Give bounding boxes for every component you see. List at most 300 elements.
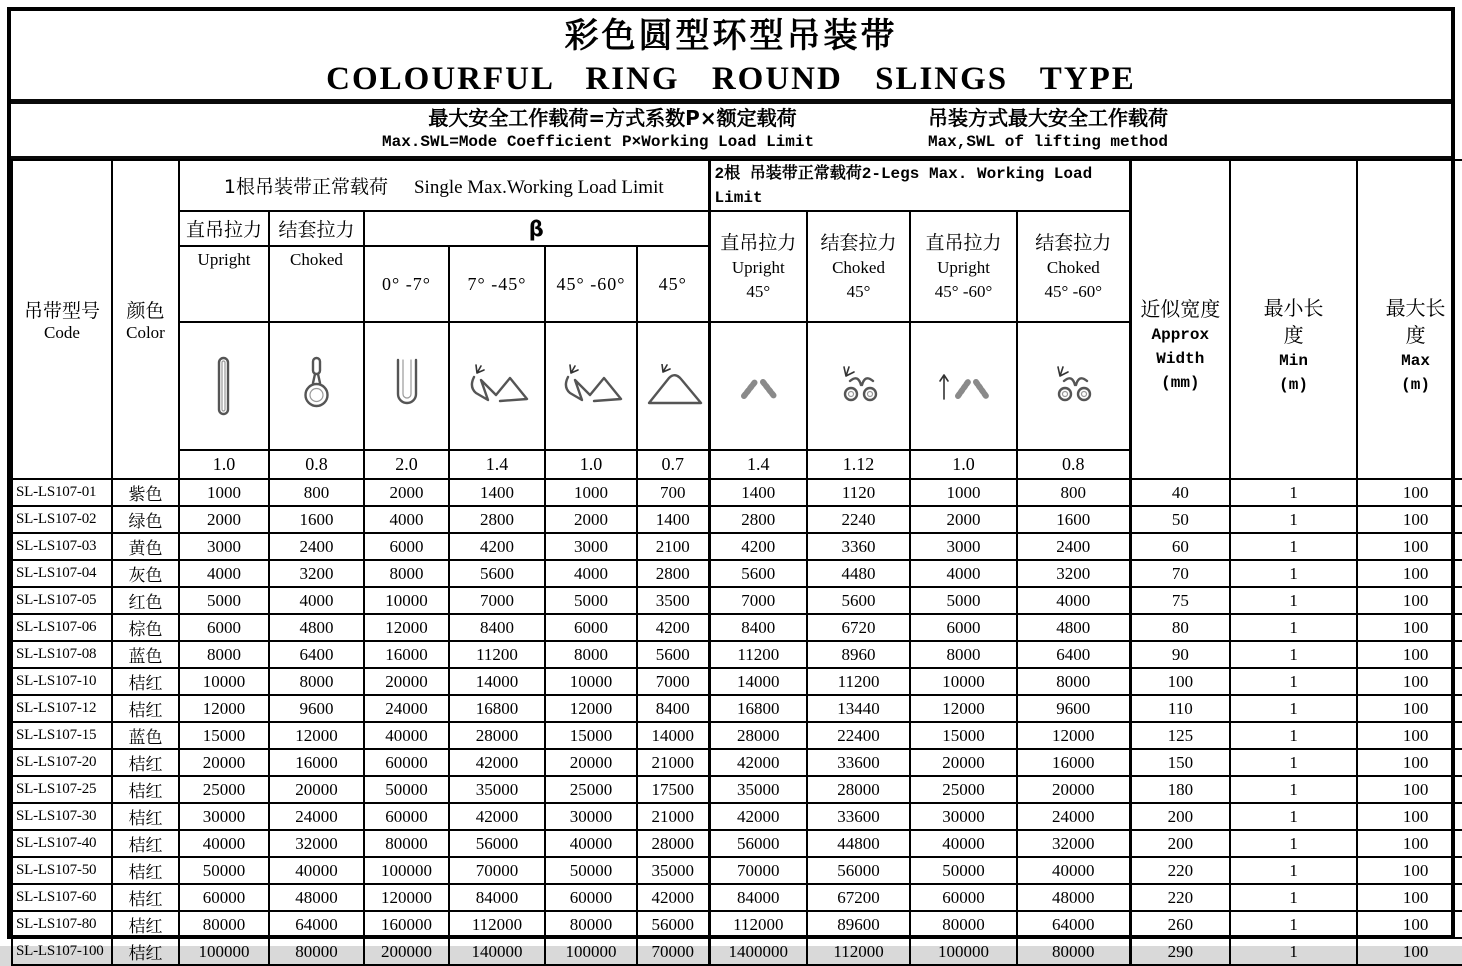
upright-header-zh: 直吊拉力 [179,211,269,246]
two-legs-choked-45-60-icon [1038,364,1108,408]
load-value-cell: 8000 [910,641,1017,668]
min-length-cell: 1 [1230,776,1357,803]
load-value-cell: 67200 [807,884,910,911]
load-value-cell: 11200 [807,668,910,695]
load-value-cell: 5600 [709,560,807,587]
load-value-cell: 25000 [910,776,1017,803]
min-length-cell: 1 [1230,641,1357,668]
mode-coefficient: 1.12 [807,450,910,479]
load-value-cell: 25000 [179,776,269,803]
load-value-cell: 84000 [449,884,545,911]
load-value-cell: 20000 [179,749,269,776]
table-header [12,160,1462,479]
sheet-frame [7,7,1455,964]
width-cell: 125 [1130,722,1230,749]
width-header-zh: 近似宽度 [1140,297,1221,321]
load-value-cell: 100000 [910,938,1017,965]
load-value-cell: 2240 [807,506,910,533]
load-value-cell: 30000 [545,803,637,830]
load-value-cell: 35000 [449,776,545,803]
min-length-cell: 1 [1230,722,1357,749]
angle-45-header: 45° [637,246,709,322]
load-value-cell: 70000 [637,938,709,965]
table-row [12,857,1462,884]
table-row [12,695,1462,722]
page-title-zh: 彩色圆型环型吊装带 [564,16,898,56]
load-value-cell: 56000 [449,830,545,857]
load-value-cell: 5600 [637,641,709,668]
width-cell: 260 [1130,911,1230,938]
two-legs-choked-45-icon [824,364,894,408]
color-header-en: Color [126,323,165,342]
load-value-cell: 2800 [637,560,709,587]
load-value-cell: 11200 [709,641,807,668]
load-value-cell: 28000 [449,722,545,749]
load-value-cell: 10000 [910,668,1017,695]
load-value-cell: 60000 [910,884,1017,911]
code-cell: SL-LS107-03 [12,533,112,560]
code-header-en: Code [44,323,80,342]
load-value-cell: 40000 [545,830,637,857]
table-row [12,668,1462,695]
subtitle-block [11,104,1451,159]
beta-header: β [364,211,709,246]
table-row [12,884,1462,911]
load-value-cell: 80000 [364,830,449,857]
load-value-cell: 6400 [1017,641,1130,668]
choked-hitch-icon [302,356,332,416]
approx-width-column-header [1130,160,1230,479]
angle-0-7-header: 0° -7° [364,246,449,322]
load-value-cell: 4000 [910,560,1017,587]
width-cell: 290 [1130,938,1230,965]
min-length-cell: 1 [1230,506,1357,533]
width-cell: 90 [1130,641,1230,668]
load-value-cell: 42000 [709,803,807,830]
basket-angle-45-icon [641,364,705,408]
load-value-cell: 14000 [637,722,709,749]
load-value-cell: 16000 [364,641,449,668]
max-length-cell: 100 [1357,776,1462,803]
load-value-cell: 4800 [1017,614,1130,641]
table-row [12,587,1462,614]
swl-formula-note [376,105,849,155]
table-row [12,830,1462,857]
load-value-cell: 100000 [545,938,637,965]
legs-col-zh: 直吊拉力 [720,231,797,254]
load-value-cell: 80000 [910,911,1017,938]
code-cell: SL-LS107-100 [12,938,112,965]
load-value-cell: 32000 [1017,830,1130,857]
load-value-cell: 80000 [1017,938,1130,965]
load-value-cell: 84000 [709,884,807,911]
load-value-cell: 15000 [545,722,637,749]
load-value-cell: 14000 [709,668,807,695]
load-value-cell: 42000 [449,803,545,830]
legs-col-zh: 结套拉力 [1035,231,1112,254]
load-value-cell: 112000 [807,938,910,965]
max-header-unit: (m) [1401,375,1430,394]
load-value-cell: 12000 [364,614,449,641]
width-cell: 60 [1130,533,1230,560]
min-header-unit: (m) [1279,375,1308,394]
max-length-cell: 100 [1357,506,1462,533]
load-value-cell: 2400 [269,533,364,560]
load-value-cell: 64000 [269,911,364,938]
max-length-cell: 100 [1357,722,1462,749]
load-value-cell: 160000 [364,911,449,938]
load-value-cell: 4000 [364,506,449,533]
max-header-en: Max [1401,351,1430,370]
load-value-cell: 6400 [269,641,364,668]
load-value-cell: 70000 [449,857,545,884]
code-column-header [12,160,112,479]
load-value-cell: 4800 [269,614,364,641]
load-value-cell: 8400 [637,695,709,722]
load-value-cell: 5600 [449,560,545,587]
load-value-cell: 112000 [709,911,807,938]
two-legs-group-header: 2根 吊装带正常载荷2-Legs Max. Working Load Limit [709,160,1130,211]
load-value-cell: 8400 [449,614,545,641]
load-value-cell: 80000 [179,911,269,938]
color-cell: 棕色 [112,614,179,641]
load-value-cell: 1400 [449,479,545,506]
table-row [12,479,1462,506]
min-length-column-header [1230,160,1357,479]
load-value-cell: 8000 [364,560,449,587]
width-header-en2: Width [1156,350,1205,368]
color-cell: 桔红 [112,749,179,776]
load-value-cell: 8000 [545,641,637,668]
load-value-cell: 48000 [1017,884,1130,911]
load-value-cell: 16000 [1017,749,1130,776]
icon-cell [269,322,364,450]
mode-coefficient: 1.4 [449,450,545,479]
load-value-cell: 20000 [545,749,637,776]
icon-cell [545,322,637,450]
min-length-cell: 1 [1230,830,1357,857]
mode-coefficient: 1.0 [545,450,637,479]
color-cell: 桔红 [112,668,179,695]
width-cell: 200 [1130,830,1230,857]
load-value-cell: 50000 [545,857,637,884]
load-value-cell: 800 [269,479,364,506]
mode-coefficient: 0.8 [269,450,364,479]
load-value-cell: 28000 [637,830,709,857]
basket-angle-7-45-icon [464,364,530,408]
load-value-cell: 21000 [637,803,709,830]
table-row [12,911,1462,938]
legs-col-zh: 直吊拉力 [925,231,1002,254]
load-value-cell: 56000 [637,911,709,938]
mode-coefficient: 1.0 [179,450,269,479]
load-value-cell: 2100 [637,533,709,560]
load-value-cell: 24000 [364,695,449,722]
width-cell: 75 [1130,587,1230,614]
load-value-cell: 8960 [807,641,910,668]
load-value-cell: 7000 [709,587,807,614]
load-value-cell: 3200 [269,560,364,587]
code-cell: SL-LS107-08 [12,641,112,668]
load-value-cell: 5000 [910,587,1017,614]
min-length-cell: 1 [1230,857,1357,884]
load-value-cell: 70000 [709,857,807,884]
load-value-cell: 4000 [179,560,269,587]
load-value-cell: 24000 [269,803,364,830]
load-value-cell: 140000 [449,938,545,965]
title-block [11,11,1451,104]
color-cell: 桔红 [112,803,179,830]
load-value-cell: 42000 [449,749,545,776]
lifting-method-note [889,105,1207,155]
load-value-cell: 100000 [179,938,269,965]
max-header-zh1: 最大长 [1385,295,1446,320]
load-value-cell: 3200 [1017,560,1130,587]
code-cell: SL-LS107-30 [12,803,112,830]
width-cell: 70 [1130,560,1230,587]
width-cell: 220 [1130,857,1230,884]
slings-spec-table [11,159,1462,966]
load-value-cell: 3000 [179,533,269,560]
max-header-zh2: 度 [1405,322,1426,347]
legs-upright-45-60-header [910,211,1017,322]
load-value-cell: 50000 [910,857,1017,884]
load-value-cell: 8400 [709,614,807,641]
code-cell: SL-LS107-60 [12,884,112,911]
load-value-cell: 80000 [545,911,637,938]
width-cell: 110 [1130,695,1230,722]
choked-header-zh: 结套拉力 [269,211,364,246]
load-value-cell: 42000 [637,884,709,911]
mode-coefficient: 1.4 [709,450,807,479]
load-value-cell: 2000 [179,506,269,533]
load-value-cell: 6000 [545,614,637,641]
load-value-cell: 4000 [545,560,637,587]
width-cell: 50 [1130,506,1230,533]
legs-col-angle: 45° -60° [1044,281,1103,301]
load-value-cell: 1120 [807,479,910,506]
max-length-cell: 100 [1357,749,1462,776]
load-value-cell: 8000 [179,641,269,668]
load-value-cell: 6000 [364,533,449,560]
load-value-cell: 11200 [449,641,545,668]
min-length-cell: 1 [1230,587,1357,614]
min-header-zh1: 最小长 [1263,295,1324,320]
color-cell: 桔红 [112,884,179,911]
load-value-cell: 3500 [637,587,709,614]
load-value-cell: 2800 [709,506,807,533]
load-value-cell: 16000 [269,749,364,776]
max-length-cell: 100 [1357,668,1462,695]
code-cell: SL-LS107-10 [12,668,112,695]
vertical-hitch-icon [215,356,233,416]
load-value-cell: 28000 [709,722,807,749]
load-value-cell: 112000 [449,911,545,938]
max-length-cell: 100 [1357,614,1462,641]
basket-angle-45-60-icon [558,364,624,408]
angle-45-60-header: 45° -60° [545,246,637,322]
load-value-cell: 50000 [179,857,269,884]
color-cell: 灰色 [112,560,179,587]
load-value-cell: 12000 [269,722,364,749]
legs-choked-45-header [807,211,910,322]
max-length-cell: 100 [1357,857,1462,884]
load-value-cell: 40000 [179,830,269,857]
table-row [12,749,1462,776]
load-value-cell: 3360 [807,533,910,560]
load-value-cell: 7000 [637,668,709,695]
load-value-cell: 10000 [364,587,449,614]
max-length-cell: 100 [1357,560,1462,587]
code-cell: SL-LS107-50 [12,857,112,884]
load-value-cell: 14000 [449,668,545,695]
mode-coefficient: 0.7 [637,450,709,479]
load-value-cell: 13440 [807,695,910,722]
load-value-cell: 2800 [449,506,545,533]
max-length-cell: 100 [1357,695,1462,722]
load-value-cell: 4000 [1017,587,1130,614]
color-cell: 蓝色 [112,722,179,749]
color-cell: 桔红 [112,830,179,857]
load-value-cell: 2000 [545,506,637,533]
lifting-method-zh: 吊装方式最大安全工作载荷 [928,106,1168,130]
icon-cell [364,322,449,450]
icon-cell [449,322,545,450]
load-value-cell: 16800 [449,695,545,722]
load-value-cell: 12000 [910,695,1017,722]
load-value-cell: 1000 [545,479,637,506]
mode-coefficient: 2.0 [364,450,449,479]
load-value-cell: 1400000 [709,938,807,965]
load-value-cell: 4200 [449,533,545,560]
load-value-cell: 22400 [807,722,910,749]
width-cell: 80 [1130,614,1230,641]
code-cell: SL-LS107-06 [12,614,112,641]
width-cell: 40 [1130,479,1230,506]
mode-coefficient: 0.8 [1017,450,1130,479]
page-title-en: COLOURFUL RING ROUND SLINGS TYPE [326,61,1136,97]
width-cell: 200 [1130,803,1230,830]
load-value-cell: 8000 [269,668,364,695]
width-header-en1: Approx [1151,326,1210,344]
load-value-cell: 20000 [910,749,1017,776]
single-group-zh: 1根吊装带正常载荷 [223,176,388,198]
load-value-cell: 35000 [709,776,807,803]
table-row [12,533,1462,560]
color-cell: 桔红 [112,938,179,965]
load-value-cell: 15000 [910,722,1017,749]
load-value-cell: 6000 [910,614,1017,641]
width-header-unit: (mm) [1161,374,1200,392]
load-value-cell: 56000 [807,857,910,884]
load-value-cell: 80000 [269,938,364,965]
load-value-cell: 35000 [637,857,709,884]
icon-cell [637,322,709,450]
code-cell: SL-LS107-02 [12,506,112,533]
load-value-cell: 30000 [179,803,269,830]
max-length-cell: 100 [1357,479,1462,506]
code-cell: SL-LS107-04 [12,560,112,587]
load-value-cell: 4000 [269,587,364,614]
legs-col-angle: 45° [746,281,771,301]
min-header-zh2: 度 [1283,322,1304,347]
load-value-cell: 28000 [807,776,910,803]
mode-coefficient: 1.0 [910,450,1017,479]
code-cell: SL-LS107-25 [12,776,112,803]
table-row [12,803,1462,830]
legs-col-en: Upright [937,257,990,277]
load-value-cell: 15000 [179,722,269,749]
load-value-cell: 1000 [910,479,1017,506]
load-value-cell: 9600 [269,695,364,722]
load-value-cell: 2400 [1017,533,1130,560]
single-group-en: Single Max.Working Load Limit [413,177,664,198]
load-value-cell: 5000 [179,587,269,614]
code-cell: SL-LS107-20 [12,749,112,776]
load-value-cell: 2000 [910,506,1017,533]
load-value-cell: 200000 [364,938,449,965]
load-value-cell: 1400 [709,479,807,506]
load-value-cell: 6720 [807,614,910,641]
load-value-cell: 40000 [269,857,364,884]
min-length-cell: 1 [1230,479,1357,506]
load-value-cell: 1000 [179,479,269,506]
load-value-cell: 700 [637,479,709,506]
min-header-en: Min [1279,351,1308,370]
upright-header-en: Upright [179,246,269,322]
load-value-cell: 32000 [269,830,364,857]
load-value-cell: 25000 [545,776,637,803]
load-value-cell: 5000 [545,587,637,614]
load-value-cell: 10000 [179,668,269,695]
load-value-cell: 2000 [364,479,449,506]
load-value-cell: 44800 [807,830,910,857]
load-value-cell: 1600 [1017,506,1130,533]
width-cell: 100 [1130,668,1230,695]
load-value-cell: 56000 [709,830,807,857]
legs-col-en: Choked [832,257,885,277]
color-cell: 黄色 [112,533,179,560]
load-value-cell: 4200 [637,614,709,641]
load-value-cell: 30000 [910,803,1017,830]
min-length-cell: 1 [1230,533,1357,560]
min-length-cell: 1 [1230,749,1357,776]
table-row [12,614,1462,641]
lifting-method-en: Max,SWL of lifting method [927,133,1169,151]
min-length-cell: 1 [1230,938,1357,965]
min-length-cell: 1 [1230,884,1357,911]
load-value-cell: 33600 [807,749,910,776]
load-value-cell: 12000 [179,695,269,722]
table-row [12,776,1462,803]
load-value-cell: 40000 [364,722,449,749]
load-value-cell: 50000 [364,776,449,803]
max-length-cell: 100 [1357,884,1462,911]
table-row [12,506,1462,533]
load-value-cell: 4480 [807,560,910,587]
load-value-cell: 3000 [910,533,1017,560]
color-cell: 紫色 [112,479,179,506]
max-length-cell: 100 [1357,803,1462,830]
icon-cell [709,322,807,450]
width-cell: 220 [1130,884,1230,911]
load-value-cell: 3000 [545,533,637,560]
two-legs-45-icon [728,369,788,403]
width-cell: 180 [1130,776,1230,803]
legs-col-en: Upright [731,257,785,277]
load-value-cell: 60000 [364,803,449,830]
load-value-cell: 1600 [269,506,364,533]
